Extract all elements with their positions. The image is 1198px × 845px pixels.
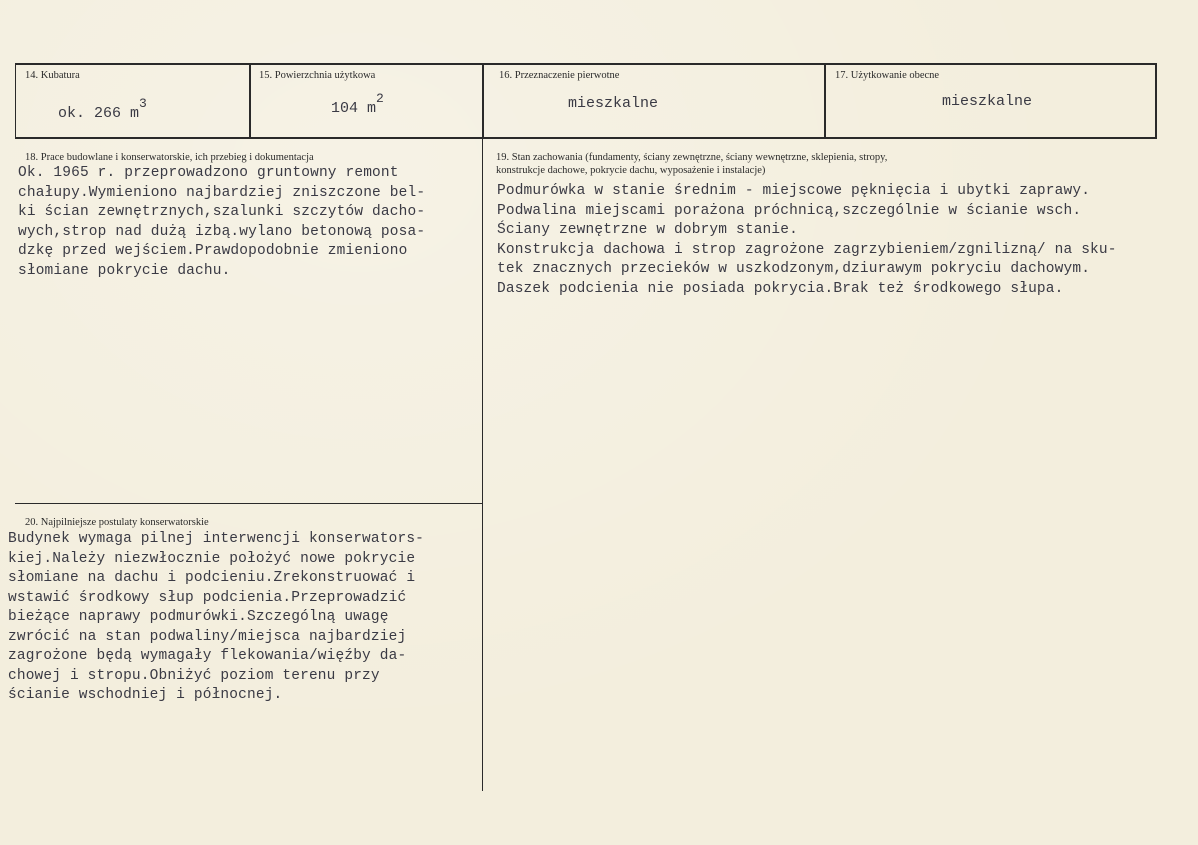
field-19-line: tek znacznych przecieków w uszkodzonym,dziurawym pokryciu dachowym. — [497, 261, 1091, 277]
field-18-label: 18. Prace budowlane i konserwatorskie, ich przebieg i dokumentacja — [25, 152, 314, 163]
divider-14-15 — [249, 63, 251, 139]
field-20-line: ścianie wschodniej i północnej. — [8, 687, 283, 703]
divider-16-17 — [824, 63, 826, 139]
field-14-unit-exponent: 3 — [139, 96, 147, 111]
field-20-line: kiej.Należy niezwłocznie położyć nowe pokrycie — [8, 550, 416, 567]
field-18-line: ki ścian zewnętrznych,szalunki szczytów dacho- — [18, 204, 426, 220]
field-19-text — [497, 182, 1117, 299]
left-border-rule — [15, 63, 16, 139]
field-15-value — [331, 91, 384, 117]
section18-bottom-rule — [15, 503, 483, 504]
field-18-line: wych,strop nad dużą izbą.wylano betonową posa- — [18, 223, 426, 240]
field-18-line: Ok. 1965 r. przeprowadzono gruntowny remont — [18, 165, 399, 181]
field-20-line: słomiane na dachu i podcieniu.Zrekonstruować i — [8, 570, 416, 586]
right-border-rule — [1155, 63, 1157, 139]
main-column-divider — [482, 139, 483, 791]
field-15-value-text: 104 m — [331, 100, 377, 117]
field-20-line: wstawić środkowy słup podcienia.Przeprowadzić — [8, 589, 407, 606]
field-18-text — [18, 164, 425, 281]
field-14-value-text: ok. 266 m — [58, 105, 140, 122]
field-20-line: zwrócić na stan podwaliny/miejsca najbardziej — [8, 628, 407, 645]
field-19-line: Daszek podcienia nie posiada pokrycia.Brak też środkowego słupa. — [497, 280, 1064, 297]
top-border-rule — [15, 63, 1155, 65]
field-19-line: Ściany zewnętrzne w dobrym stanie. — [497, 222, 798, 238]
field-20-line: zagrożone będą wymagały flekowania/więźby da- — [8, 648, 407, 664]
field-16-label: 16. Przeznaczenie pierwotne — [499, 70, 620, 81]
field-20-label: 20. Najpilniejsze postulaty konserwatorskie — [25, 517, 209, 528]
row1-bottom-rule — [15, 137, 1155, 139]
field-15-label: 15. Powierzchnia użytkowa — [259, 70, 376, 81]
field-18-line: słomiane pokrycie dachu. — [18, 262, 231, 279]
field-14-label: 14. Kubatura — [25, 70, 80, 81]
field-14-value — [58, 96, 147, 122]
field-20-line: bieżące naprawy podmurówki.Szczególną uwagę — [8, 609, 389, 625]
field-18-line: dzkę przed wejściem.Prawdopodobnie zmieniono — [18, 243, 408, 259]
divider-15-16 — [482, 63, 484, 139]
field-19-label-line1: 19. Stan zachowania (fundamenty, ściany zewnętrzne, ściany wewnętrzne, sklepienia, stropy, — [496, 152, 888, 163]
field-19-line: Podmurówka w stanie średnim - miejscowe pęknięcia i ubytki zaprawy. — [497, 183, 1091, 199]
field-17-label: 17. Użytkowanie obecne — [835, 70, 940, 81]
field-18-line: chałupy.Wymieniono najbardziej zniszczone bel- — [18, 184, 426, 201]
field-20-line: Budynek wymaga pilnej interwencji konserwators- — [8, 531, 425, 547]
field-19-line: Podwalina miejscami porażona próchnicą,szczególnie w ścianie wsch. — [497, 202, 1082, 219]
field-20-text — [8, 530, 424, 706]
field-17-value: mieszkalne — [942, 93, 1033, 110]
field-16-value: mieszkalne — [568, 95, 659, 112]
field-20-line: chowej i stropu.Obniżyć poziom terenu przy — [8, 667, 380, 684]
field-19-line: Konstrukcja dachowa i strop zagrożone zagrzybieniem/zgnilizną/ na sku- — [497, 241, 1117, 258]
field-15-unit-exponent: 2 — [376, 91, 384, 106]
field-19-label-line2: konstrukcje dachowe, pokrycie dachu, wyposażenie i instalacje) — [496, 165, 766, 176]
